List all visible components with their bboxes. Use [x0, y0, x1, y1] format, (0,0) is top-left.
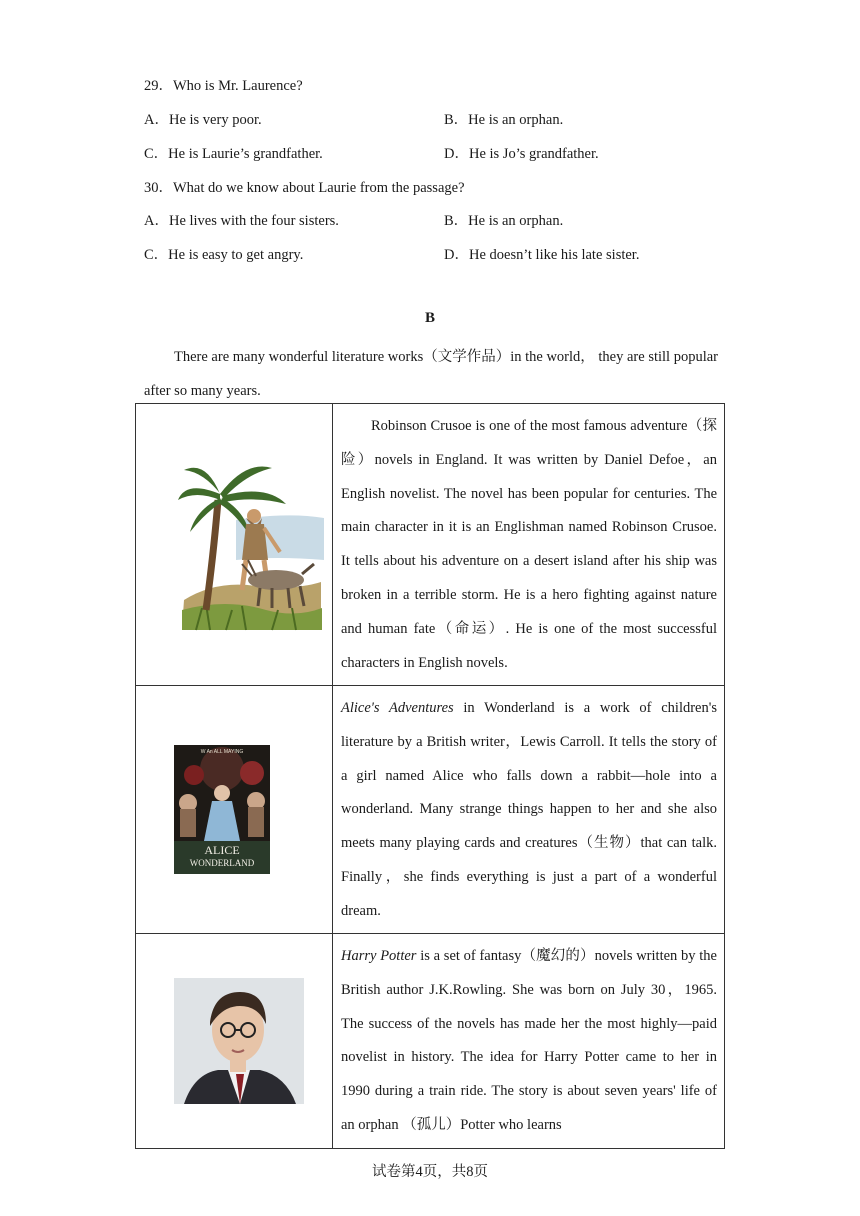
- work-description-harry: [333, 934, 725, 1149]
- harry-body: is a set of fantasy（魔幻的）novels written by the British author J.K.Rowling. She was born on July 30，1965. The success of the novels has made her the most highly—paid novelist in history. The idea for Harry Potter came to her in 1990 during a train ride. The story is about seven years' life of an orphan （孤儿）Potter who learns: [341, 948, 717, 1133]
- image-cell: [136, 404, 333, 686]
- table-row: [136, 404, 725, 686]
- question-29-option-c: C．He is Laurie’s grandfather.: [144, 146, 323, 162]
- question-30-stem: 30．What do we know about Laurie from the passage?: [144, 180, 465, 196]
- table-row: [136, 934, 725, 1149]
- poster-top-text: W An ALL MAYING: [200, 749, 244, 755]
- poster-title-line-1: ALICE: [204, 843, 240, 857]
- question-30-option-d: D．He doesn’t like his late sister.: [444, 247, 640, 263]
- image-cell: [136, 934, 333, 1149]
- question-30-option-b: B．He is an orphan.: [444, 213, 564, 229]
- literature-works-table: [135, 403, 725, 1149]
- question-30-option-a: A．He lives with the four sisters.: [144, 213, 339, 229]
- poster-title-line-2: WONDERLAND: [189, 858, 255, 868]
- work-description-alice: [333, 686, 725, 934]
- table-row: [136, 686, 725, 934]
- alice-body: in Wonderland is a work of children's literature by a British writer，Lewis Carroll. It tells the story of a girl named Alice who falls down a rabbit—hole into a wonderland. Many strange things happen to her and she also meets many playing cards and creatures（生物）that can talk. Finally，she finds everything is just a part of a wonderful dream.: [341, 700, 717, 919]
- intro-paragraph: There are many wonderful literature works（文学作品）in the world， they are still popular after so many years.: [144, 349, 718, 399]
- alice-text: [341, 692, 717, 929]
- question-29-stem: 29．Who is Mr. Laurence?: [144, 78, 303, 94]
- robinson-crusoe-text: Robinson Crusoe is one of the most famous adventure（探险）novels in England. It was written by Daniel Defoe，an English novelist. The novel has been popular for centuries. The main character in it is an Englishman named Robinson Crusoe. It tells about his adventure on a desert island after his ship was broken in a terrible storm. He is a hero fighting against nature and human fate（命运）. He is one of the most successful characters in English novels.: [341, 418, 717, 671]
- harry-potter-photo: [174, 978, 304, 1104]
- question-29-option-b: B．He is an orphan.: [444, 112, 564, 128]
- question-29-option-d: D．He is Jo’s grandfather.: [444, 146, 599, 162]
- page-footer: 试卷第4页，共8页: [372, 1164, 488, 1180]
- harry-text: [341, 940, 717, 1143]
- question-29-option-a: A．He is very poor.: [144, 112, 262, 128]
- harry-title: Harry Potter: [341, 948, 417, 964]
- section-heading: B: [424, 310, 435, 326]
- question-30-option-c: C．He is easy to get angry.: [144, 247, 304, 263]
- alice-title: Alice's Adventures: [341, 700, 454, 716]
- robinson-crusoe-illustration: [176, 460, 326, 632]
- alice-poster: [174, 745, 270, 874]
- work-description-robinson: [333, 404, 725, 686]
- image-cell: [136, 686, 333, 934]
